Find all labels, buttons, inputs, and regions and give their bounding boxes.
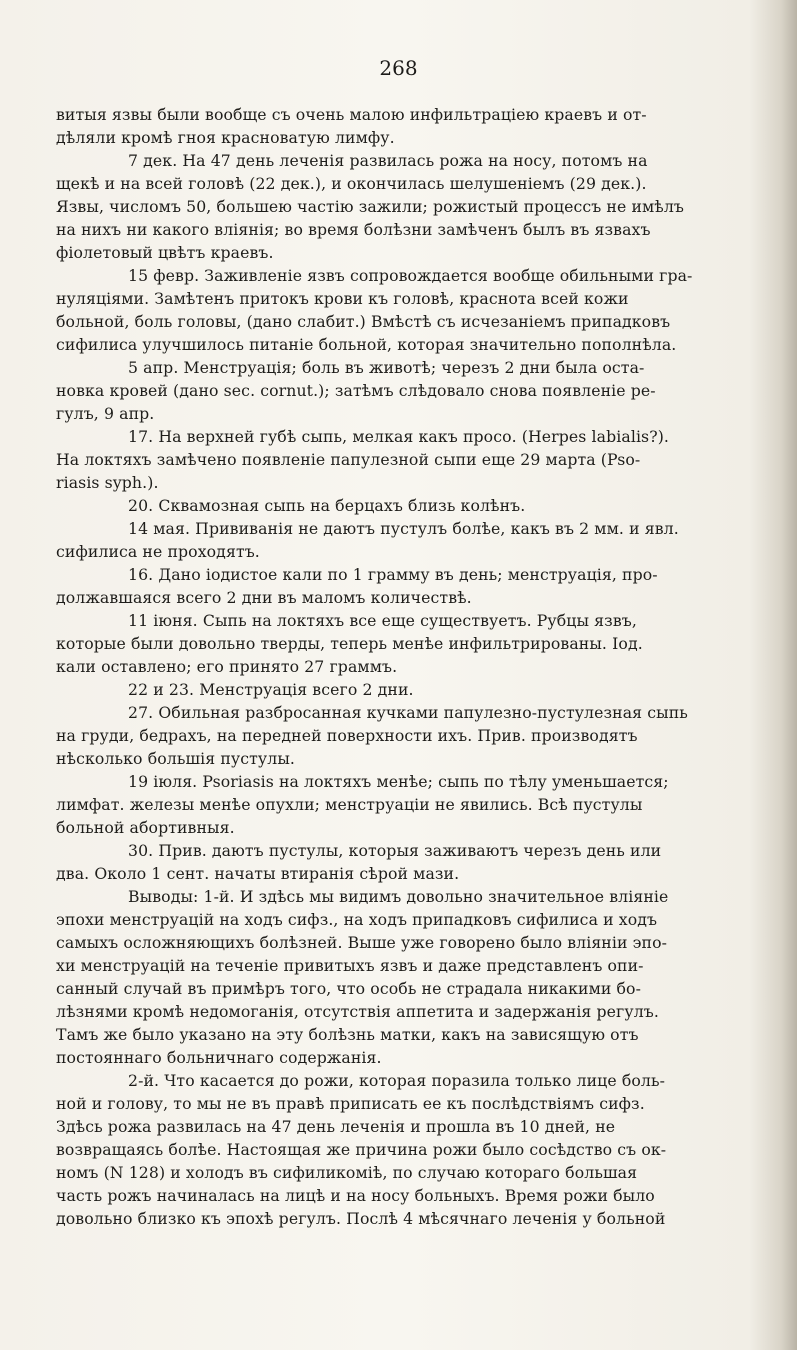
text-line: Тамъ же было указано на эту болѣзнь матки, какъ на зависящую отъ [56,1025,639,1044]
paragraph [56,839,787,885]
paragraph [56,563,787,609]
text-line: лимфат. железы менѣе опухли; менструаціи не явились. Всѣ пустулы [56,795,643,814]
text-line: номъ (N 128) и холодъ въ сифиликоміѣ, по случаю котораго большая [56,1163,638,1182]
text-line: нѣсколько большія пустулы. [56,749,295,768]
text-line: самыхъ осложняющихъ болѣзней. Выше уже говорено было вліяніи эпо- [56,933,668,952]
text-line: 15 февр. Заживленіе язвъ сопровождается вообще обильными гра- [128,266,693,285]
paragraph [56,103,787,149]
text-line: 14 мая. Прививанія не даютъ пустулъ болѣе, какъ въ 2 мм. и явл. [128,519,679,538]
text-line: сифилиса улучшилось питаніе больной, которая значительно пополнѣла. [56,335,677,354]
text-line: ной и голову, то мы не въ правѣ приписать ее къ послѣдствіямъ сифз. [56,1094,645,1113]
body-text [56,103,787,1230]
text-line: сифилиса не проходятъ. [56,542,260,561]
paragraph [56,517,787,563]
paragraph [56,678,787,701]
text-line: два. Около 1 сент. начаты втиранія сѣрой мази. [56,864,460,883]
text-line: возвращаясь болѣе. Настоящая же причина рожи было сосѣдство съ ок- [56,1140,667,1159]
text-line: 20. Сквамозная сыпь на берцахъ близь колѣнъ. [128,496,526,515]
text-line: 7 дек. На 47 день леченія развилась рожа на носу, потомъ на [128,151,648,170]
text-line: щекѣ и на всей головѣ (22 дек.), и окончилась шелушеніемъ (29 дек.). [56,174,647,193]
text-line: кали оставлено; его принято 27 граммъ. [56,657,398,676]
text-line: Язвы, числомъ 50, большею частію зажили; рожистый процессъ не имѣлъ [56,197,685,216]
paragraph [56,770,787,839]
text-line: дѣляли кромѣ гноя красноватую лимфу. [56,128,395,147]
text-line: 2-й. Что касается до рожи, которая поразила только лице боль- [128,1071,666,1090]
paragraph [56,609,787,678]
text-line: нуляціями. Замѣтенъ притокъ крови къ головѣ, краснота всей кожи [56,289,629,308]
paragraph [56,264,787,356]
text-line: На локтяхъ замѣчено появленіе папулезной сыпи еще 29 марта (Pso- [56,450,641,469]
paragraph [56,701,787,770]
paragraph [56,1069,787,1230]
text-line: 17. На верхней губѣ сыпь, мелкая какъ просо. (Herpes labialis?). [128,427,670,446]
text-line: 27. Обильная разбросанная кучками папулезно-пустулезная сыпь [128,703,688,722]
text-line: riasis syph.). [56,473,159,492]
text-line: новка кровей (дано sec. cornut.); затѣмъ слѣдовало снова появленіе ре- [56,381,656,400]
text-line: Здѣсь рожа развилась на 47 день леченія и прошла въ 10 дней, не [56,1117,616,1136]
text-line: 19 іюля. Psoriasis на локтяхъ менѣе; сыпь по тѣлу уменьшается; [128,772,669,791]
text-line: лѣзнями кромѣ недомоганія, отсутствія аппетита и задержанія регулъ. [56,1002,659,1021]
text-line: 22 и 23. Менструація всего 2 дни. [128,680,414,699]
text-line: на нихъ ни какого вліянія; во время болѣзни замѣченъ былъ въ язвахъ [56,220,651,239]
text-line: гулъ, 9 апр. [56,404,155,423]
paragraph [56,356,787,425]
paragraph [56,425,787,494]
text-line: санный случай въ примѣръ того, что особь не страдала никакими бо- [56,979,642,998]
page-number: 268 [379,56,418,80]
paragraph [56,885,787,1069]
text-line: должавшаяся всего 2 дни въ маломъ количествѣ. [56,588,472,607]
text-line: 5 апр. Менструація; боль въ животѣ; черезъ 2 дни была оста- [128,358,645,377]
text-line: 16. Дано іодистое кали по 1 грамму въ день; менструація, про- [128,565,658,584]
text-line: витыя язвы были вообще съ очень малою инфильтраціею краевъ и от- [56,105,647,124]
text-line: 11 іюня. Сыпь на локтяхъ все еще существуетъ. Рубцы язвъ, [128,611,637,630]
text-line: эпохи менструацій на ходъ сифз., на ходъ припадковъ сифилиса и ходъ [56,910,658,929]
text-line: довольно близко къ эпохѣ регулъ. Послѣ 4 мѣсячнаго леченія у больной [56,1209,666,1228]
text-line: постояннаго больничнаго содержанія. [56,1048,382,1067]
text-line: фіолетовый цвѣтъ краевъ. [56,243,274,262]
paragraph [56,494,787,517]
text-line: 30. Прив. даютъ пустулы, которыя заживаютъ черезъ день или [128,841,662,860]
text-line: больной, боль головы, (дано слабит.) Вмѣстѣ съ исчезаніемъ припадковъ [56,312,671,331]
paragraph [56,149,787,264]
text-line: которые были довольно тверды, теперь менѣе инфильтрированы. Іод. [56,634,643,653]
text-line: на груди, бедрахъ, на передней поверхности ихъ. Прив. производятъ [56,726,638,745]
text-line: часть рожъ начиналась на лицѣ и на носу больныхъ. Время рожи было [56,1186,655,1205]
text-line: хи менструацій на теченіе привитыхъ язвъ и даже представленъ опи- [56,956,644,975]
text-line: Выводы: 1-й. И здѣсь мы видимъ довольно значительное вліяніе [128,887,669,906]
text-line: больной абортивныя. [56,818,235,837]
